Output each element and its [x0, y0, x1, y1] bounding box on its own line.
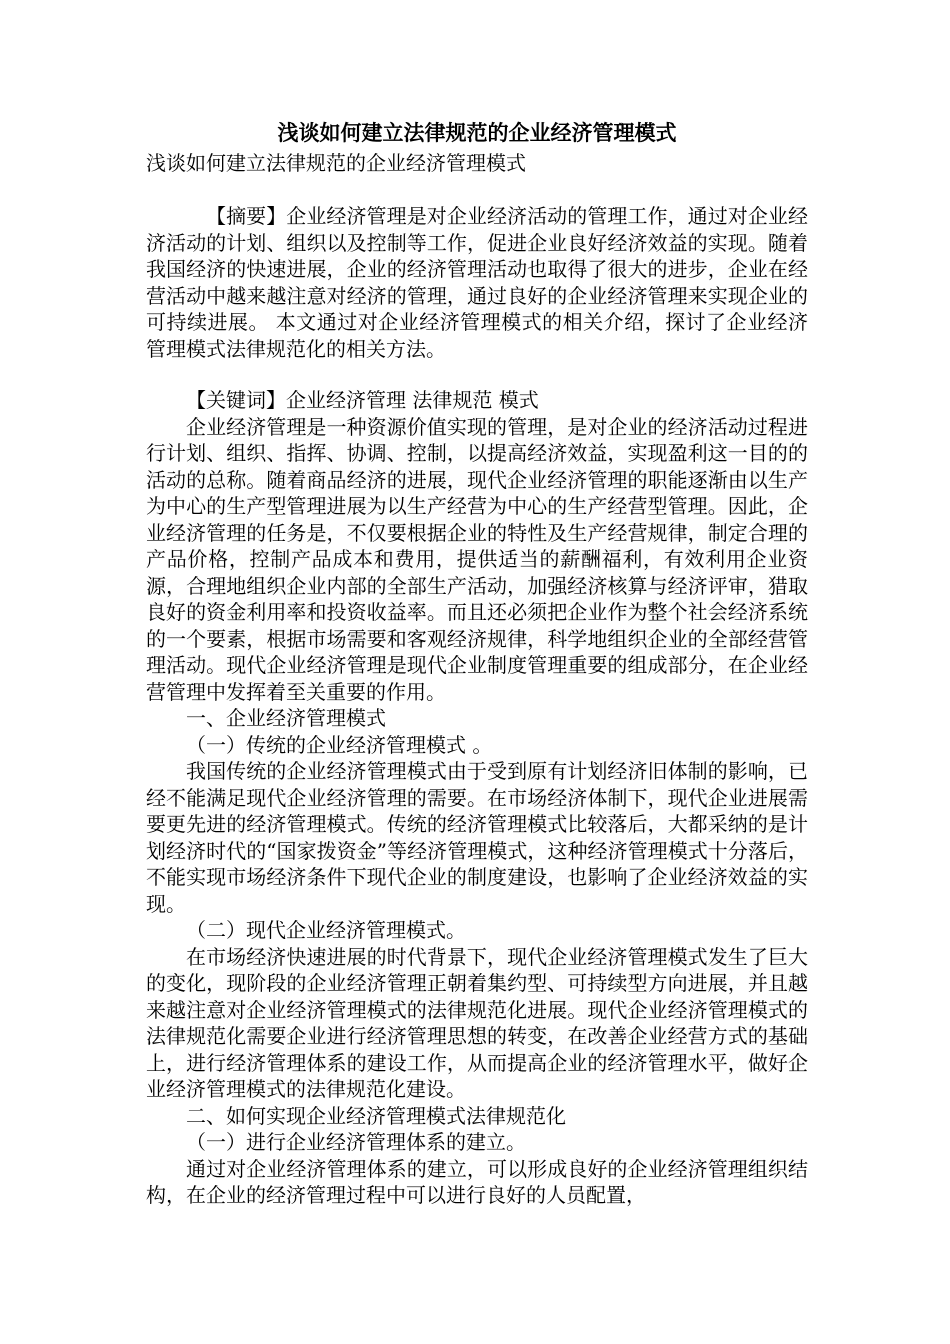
document-title: 浅谈如何建立法律规范的企业经济管理模式 [277, 120, 677, 145]
document-page [146, 118, 808, 1209]
section-heading: 一、企业经济管理模式 [186, 706, 386, 730]
keywords-line: 【关键词】企业经济管理 法律规范 模式 [186, 388, 539, 412]
abstract-paragraph: 【摘要】企业经济管理是对企业经济活动的管理工作，通过对企业经济活动的计划、组织以及控制等工作，促进企业良好经济效益的实现。随着我国经济的快速进展，企业的经济管理活动也取得了很大的进步，企业在经营活动中越来越注意对经济的管理，通过良好的企业经济管理来实现企业的可持续进展。 本文通过对企业经济管理模式的相关介绍，探讨了企业经济管理模式法律规范化的相关方法。 [146, 204, 808, 361]
body-paragraph: 通过对企业经济管理体系的建立，可以形成良好的企业经济管理组织结构，在企业的经济管理过程中可以进行良好的人员配置， [146, 1156, 808, 1207]
document-subtitle: 浅谈如何建立法律规范的企业经济管理模式 [146, 151, 526, 175]
intro-paragraph: 企业经济管理是一种资源价值实现的管理，是对企业的经济活动过程进行计划、组织、指挥、协调、控制，以提高经济效益，实现盈利这一目的的活动的总称。随着商品经济的进展，现代企业经济管理的职能逐渐由以生产为中心的生产型管理进展为以生产经营为中心的生产经营型管理。因此，企业经济管理的任务是，不仅要根据企业的特性及生产经营规律，制定合理的产品价格，控制产品成本和费用，提供适当的薪酬福利，有效利用企业资源，合理地组织企业内部的全部生产活动，加强经济核算与经济评审，猎取良好的资金利用率和投资收益率。而且还必须把企业作为整个社会经济系统的一个要素，根据市场需要和客观经济规律，科学地组织企业的全部经营管理活动。现代企业经济管理是现代企业制度管理重要的组成部分，在企业经营管理中发挥着至关重要的作用。 [146, 414, 808, 704]
subsection-heading: （一）进行企业经济管理体系的建立。 [186, 1130, 526, 1154]
body-paragraph: 我国传统的企业经济管理模式由于受到原有计划经济旧体制的影响，已经不能满足现代企业经济管理的需要。在市场经济体制下，现代企业进展需要更先进的经济管理模式。传统的经济管理模式比较落后，大都采纳的是计划经济时代的“国家拨资金”等经济管理模式，这种经济管理模式十分落后，不能实现市场经济条件下现代企业的制度建设，也影响了企业经济效益的实现。 [146, 759, 808, 916]
subsection-heading: （一）传统的企业经济管理模式 。 [186, 732, 493, 757]
section-heading: 二、如何实现企业经济管理模式法律规范化 [186, 1103, 566, 1128]
body-paragraph: 在市场经济快速进展的时代背景下，现代企业经济管理模式发生了巨大的变化，现阶段的企业经济管理正朝着集约型、可持续型方向进展，并且越来越注意对企业经济管理模式的法律规范化进展。现代企业经济管理模式的法律规范化需要企业进行经济管理思想的转变，在改善企业经营方式的基础上，进行经济管理体系的建设工作，从而提高企业的经济管理水平，做好企业经济管理模式的法律规范化建设。 [146, 944, 808, 1101]
subsection-heading: （二）现代企业经济管理模式。 [186, 918, 466, 942]
